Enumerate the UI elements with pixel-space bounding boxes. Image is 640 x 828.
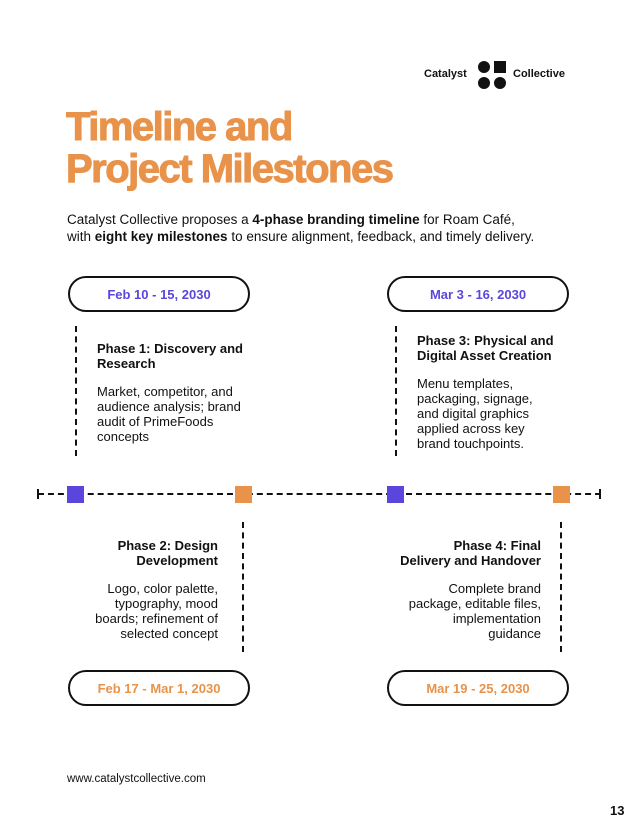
connector-line xyxy=(395,326,397,456)
phase-title: Phase 4: Final Delivery and Handover xyxy=(400,538,541,568)
phase-title: Phase 3: Physical and Digital Asset Creation xyxy=(417,333,554,363)
brand-name-right: Collective xyxy=(513,68,565,80)
phase-2 xyxy=(72,538,218,641)
connector-line xyxy=(75,326,77,456)
phase-description: Complete brand package, editable files, implementation guidance xyxy=(408,581,541,641)
title-line-2: Project Milestones xyxy=(66,147,393,191)
logo-icon xyxy=(478,61,506,89)
phase-3-date-pill: Mar 3 - 16, 2030 xyxy=(387,276,569,312)
phase-description: Menu templates, packaging, signage, and digital graphics applied across key brand touchpoints. xyxy=(417,376,533,451)
connector-line xyxy=(560,522,562,652)
page-number: 13 xyxy=(610,803,625,818)
footer-url[interactable]: www.catalystcollective.com xyxy=(67,773,206,785)
timeline-line xyxy=(38,493,601,495)
title-line-1: Timeline and xyxy=(66,105,292,149)
timeline-start-cap xyxy=(37,489,39,499)
phase-4-date-pill: Mar 19 - 25, 2030 xyxy=(387,670,569,706)
milestone-marker-3 xyxy=(387,486,404,503)
brand-name-left: Catalyst xyxy=(424,68,467,80)
phase-1-date-pill: Feb 10 - 15, 2030 xyxy=(68,276,250,312)
phase-title: Phase 1: Discovery and Research xyxy=(97,341,243,371)
timeline-end-cap xyxy=(599,489,601,499)
milestone-marker-1 xyxy=(67,486,84,503)
intro-text: Catalyst Collective proposes a 4-phase branding timeline for Roam Café, with eight key milestones to ensure alignment, feedback, and timely delivery. xyxy=(67,212,535,244)
milestone-marker-2 xyxy=(235,486,252,503)
phase-2-date-pill: Feb 17 - Mar 1, 2030 xyxy=(68,670,250,706)
phase-title: Phase 2: Design Development xyxy=(117,538,218,568)
phase-description: Market, competitor, and audience analysis; brand audit of PrimeFoods concepts xyxy=(97,384,241,444)
phase-4 xyxy=(380,538,541,641)
phase-description: Logo, color palette, typography, mood boards; refinement of selected concept xyxy=(95,581,218,641)
page-title xyxy=(66,106,392,190)
connector-line xyxy=(242,522,244,652)
phase-3 xyxy=(417,333,577,451)
milestone-marker-4 xyxy=(553,486,570,503)
phase-1 xyxy=(97,341,247,444)
